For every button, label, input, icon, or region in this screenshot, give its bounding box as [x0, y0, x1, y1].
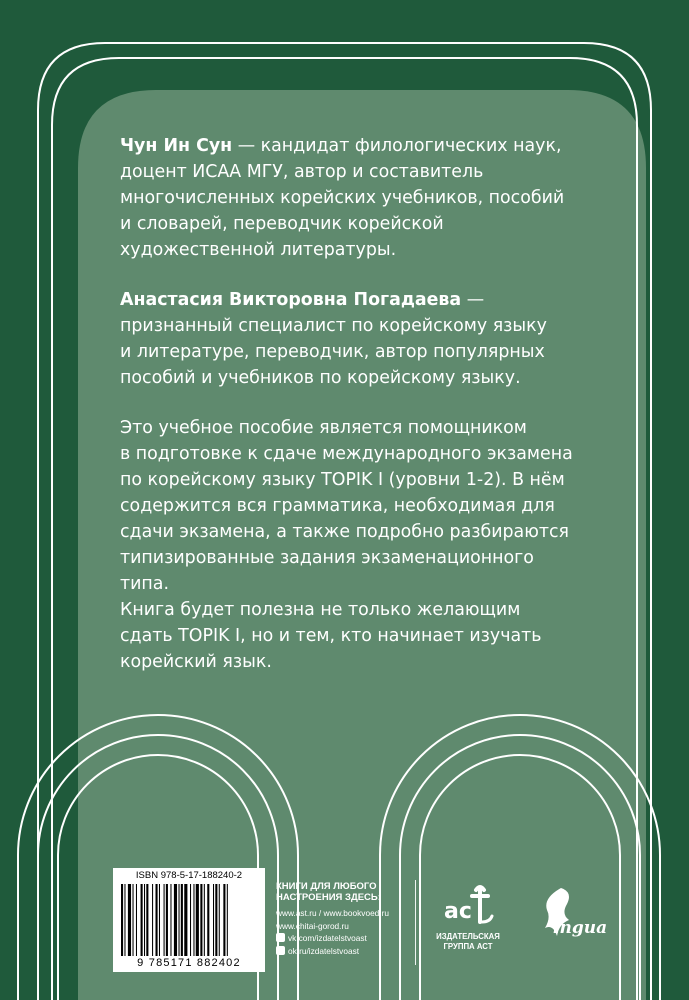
- barcode-bar: [190, 884, 191, 956]
- barcode-bar: [181, 884, 183, 956]
- imprint-logo: [535, 884, 625, 954]
- promo-block: [276, 881, 406, 957]
- barcode-bar: [133, 884, 134, 956]
- barcode-digits: 9 785171 882402: [137, 957, 241, 969]
- svg-text:ac: ac: [444, 899, 472, 924]
- barcode-bar: [128, 884, 131, 956]
- author-bio-1: Чун Ин Сун — кандидат филологических наук, доцент ИСАА МГУ, автор и составитель многочисленных корейских учебников, пособий и словарей, переводчик корейской художественной литературы.: [120, 136, 565, 260]
- barcode-bar: [121, 884, 123, 956]
- barcode-bar: [170, 884, 171, 956]
- barcode-icon: [121, 884, 257, 956]
- barcode-bar: [146, 884, 148, 956]
- barcode-bar: [213, 884, 214, 956]
- barcode-bar: [207, 884, 209, 956]
- author-name: Анастасия Викторовна Погадаева: [120, 290, 462, 310]
- ast-logo-icon: [440, 882, 496, 928]
- barcode-bar: [124, 884, 125, 956]
- barcode-sticker: [113, 868, 265, 972]
- barcode-bar: [193, 884, 194, 956]
- author-name: Чун Ин Сун: [120, 136, 233, 156]
- imprint-name: ingua: [553, 918, 608, 938]
- barcode-bar: [179, 884, 180, 956]
- barcode-bar: [144, 884, 145, 956]
- barcode-bar: [156, 884, 158, 956]
- ok-icon: [276, 946, 285, 955]
- barcode-bar: [136, 884, 137, 956]
- barcode-bar: [164, 884, 165, 956]
- book-description: Это учебное пособие является помощником в подготовке к сдаче международного экзамена по корейскому языку TOPIK I (уровни 1-2). В нём содержится вся грамматика, необходимая для сдачи экзамена, а также подробно разбираются типизированные задания экзаменационного типа. Книга будет полезна не только желающим сдать TOPIK I, но и тем, кто начинает изучать корейский язык.: [120, 418, 573, 672]
- promo-line-vk: vk.com/izdatelstvoast: [276, 932, 406, 945]
- barcode-bar: [166, 884, 168, 956]
- logo-divider: [415, 880, 416, 965]
- barcode-bar: [223, 884, 225, 956]
- barcode-bar: [219, 884, 220, 956]
- vk-icon: [276, 933, 285, 942]
- promo-line-web: www.ast.ru / www.bookvoed.ru: [276, 908, 389, 918]
- barcode-bar: [227, 884, 228, 956]
- promo-heading: КНИГИ ДЛЯ ЛЮБОГО НАСТРОЕНИЯ ЗДЕСЬ:: [276, 881, 381, 903]
- promo-line-web2: www.chitai-gorod.ru: [276, 920, 349, 931]
- isbn-label: ISBN 978-5-17-188240-2: [135, 870, 243, 881]
- barcode-bar: [204, 884, 205, 956]
- barcode-bar: [174, 884, 177, 956]
- author-bio-2: Анастасия Викторовна Погадаева — признанный специалист по корейскому языку и литературе, переводчик, автор популярных пособий и учебников по корейскому языку.: [120, 290, 547, 388]
- promo-line-ok: ok.ru/izdatelstvoast: [276, 945, 406, 958]
- barcode-bar: [184, 884, 187, 956]
- barcode-bar: [215, 884, 217, 956]
- barcode-bar: [141, 884, 143, 956]
- publisher-logo: [423, 882, 513, 951]
- barcode-bar: [200, 884, 202, 956]
- barcode-bar: [196, 884, 199, 956]
- barcode-bar: [152, 884, 153, 956]
- publisher-caption: ИЗДАТЕЛЬСКАЯ ГРУППА АСТ: [436, 932, 500, 951]
- barcode-bar: [159, 884, 160, 956]
